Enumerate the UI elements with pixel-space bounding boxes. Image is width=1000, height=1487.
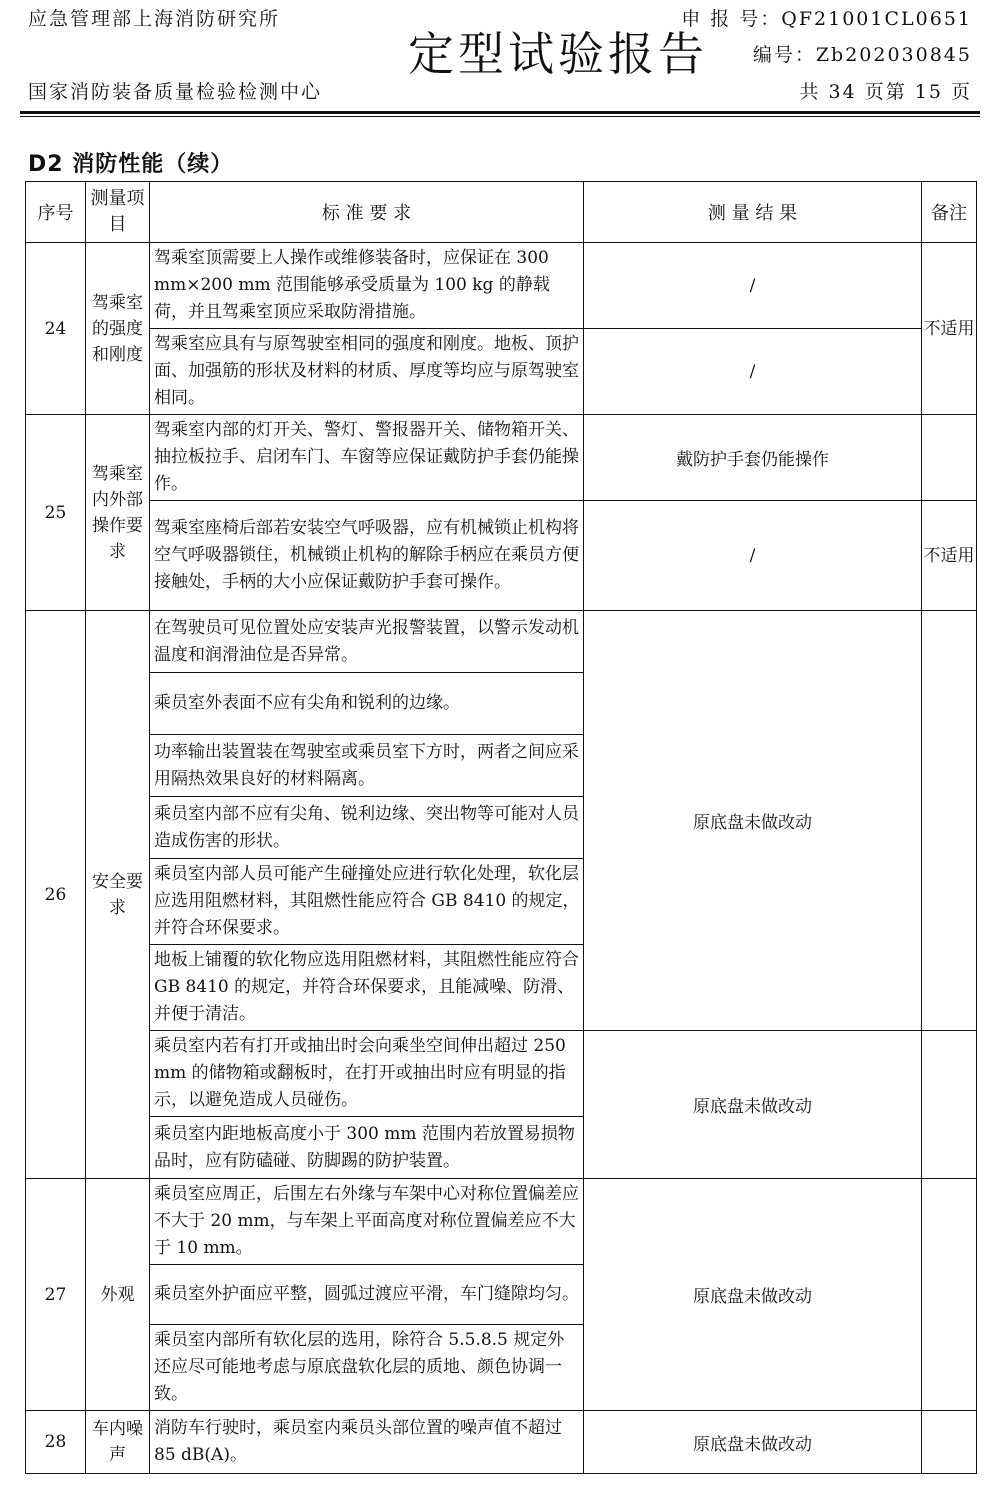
remark-cell [922,415,977,501]
item-cell: 驾乘室内外部操作要求 [86,415,150,611]
header-requirement: 标 准 要 求 [150,182,584,243]
requirement-cell: 在驾驶员可见位置处应安装声光报警装置，以警示发动机温度和润滑油位是否异常。 [150,611,584,673]
requirement-cell: 消防车行驶时，乘员室内乘员头部位置的噪声值不超过 85 dB(A)。 [150,1411,584,1474]
requirement-cell: 功率输出装置装在驾驶室或乘员室下方时，两者之间应采用隔热效果良好的材料隔离。 [150,735,584,797]
table-row [26,1031,977,1117]
requirement-cell: 驾乘室内部的灯开关、警灯、警报器开关、储物箱开关、抽拉板拉手、启闭车门、车窗等应保证戴防护手套仍能操作。 [150,415,584,501]
requirement-cell: 地板上铺覆的软化物应选用阻燃材料，其阻燃性能应符合 GB 8410 的规定，并符合环保要求，且能减噪、防滑、并便于清洁。 [150,945,584,1031]
result-cell: 原底盘未做改动 [584,1179,922,1411]
table-row [26,243,977,329]
requirement-cell: 乘员室内部所有软化层的选用，除符合 5.5.8.5 规定外还应尽可能地考虑与原底盘软化层的质地、颜色协调一致。 [150,1325,584,1411]
seq-cell: 28 [26,1411,86,1474]
header-rule-thin [20,116,980,117]
header-seq: 序号 [26,182,86,243]
requirement-cell: 乘员室内距地板高度小于 300 mm 范围内若放置易损物品时，应有防磕碰、防脚踢的防护装置。 [150,1117,584,1179]
table-row [26,1179,977,1265]
requirement-cell: 乘员室内部不应有尖角、锐利边缘、突出物等可能对人员造成伤害的形状。 [150,797,584,859]
page-info: 共 34 页第 15 页 [799,81,972,103]
seq-cell: 27 [26,1179,86,1411]
requirement-cell: 乘员室外护面应平整，圆弧过渡应平滑，车门缝隙均匀。 [150,1265,584,1325]
org-name-top: 应急管理部上海消防研究所 [28,8,281,30]
header-remark: 备注 [922,182,977,243]
remark-cell [922,1411,977,1474]
header-rule-thick [20,111,980,114]
result-cell: 原底盘未做改动 [584,1031,922,1179]
result-cell: / [584,501,922,611]
result-cell: 原底盘未做改动 [584,1411,922,1474]
table-row [26,501,977,611]
seq-cell: 24 [26,243,86,415]
result-cell: / [584,329,922,415]
requirement-cell: 驾乘室应具有与原驾驶室相同的强度和刚度。地板、顶护面、加强筋的形状及材料的材质、厚度等均应与原驾驶室相同。 [150,329,584,415]
org-name-bottom: 国家消防装备质量检验检测中心 [28,81,323,103]
application-number: 申 报 号：QF21001CL0651 [681,8,972,30]
result-cell: 戴防护手套仍能操作 [584,415,922,501]
remark-cell: 不适用 [922,501,977,611]
report-number: 编号：Zb202030845 [752,44,972,66]
remark-cell: 不适用 [922,243,977,415]
seq-cell: 26 [26,611,86,1179]
remark-cell [922,1031,977,1179]
result-cell: 原底盘未做改动 [584,611,922,1031]
requirement-cell: 乘员室应周正，后围左右外缘与车架中心对称位置偏差应不大于 20 mm，与车架上平面高度对称位置偏差应不大于 10 mm。 [150,1179,584,1265]
report-title: 定型试验报告 [408,27,708,81]
result-cell: / [584,243,922,329]
seq-cell: 25 [26,415,86,611]
requirement-cell: 驾乘室顶需要上人操作或维修装备时，应保证在 300 mm×200 mm 范围能够承受质量为 100 kg 的静载荷，并且驾乘室顶应采取防滑措施。 [150,243,584,329]
item-cell: 驾乘室的强度和刚度 [86,243,150,415]
requirement-cell: 驾乘室座椅后部若安装空气呼吸器，应有机械锁止机构将空气呼吸器锁住，机械锁止机构的解除手柄应在乘员方便接触处，手柄的大小应保证戴防护手套可操作。 [150,501,584,611]
item-cell: 外观 [86,1179,150,1411]
requirement-cell: 乘员室内部人员可能产生碰撞处应进行软化处理，软化层应选用阻燃材料，其阻燃性能应符合 GB 8410 的规定，并符合环保要求。 [150,859,584,945]
table-row [26,415,977,501]
section-title: D2 消防性能（续） [28,152,234,177]
test-results-table [25,181,977,1474]
table-header-row [26,182,977,243]
remark-cell [922,1179,977,1411]
item-cell: 车内噪声 [86,1411,150,1474]
header-result: 测 量 结 果 [584,182,922,243]
remark-cell [922,611,977,1031]
table-row [26,1411,977,1474]
header-item: 测量项目 [86,182,150,243]
table-row [26,329,977,415]
item-cell: 安全要求 [86,611,150,1179]
requirement-cell: 乘员室外表面不应有尖角和锐利的边缘。 [150,673,584,735]
requirement-cell: 乘员室内若有打开或抽出时会向乘坐空间伸出超过 250 mm 的储物箱或翻板时，在打开或抽出时应有明显的指示，以避免造成人员碰伤。 [150,1031,584,1117]
table-row [26,611,977,673]
